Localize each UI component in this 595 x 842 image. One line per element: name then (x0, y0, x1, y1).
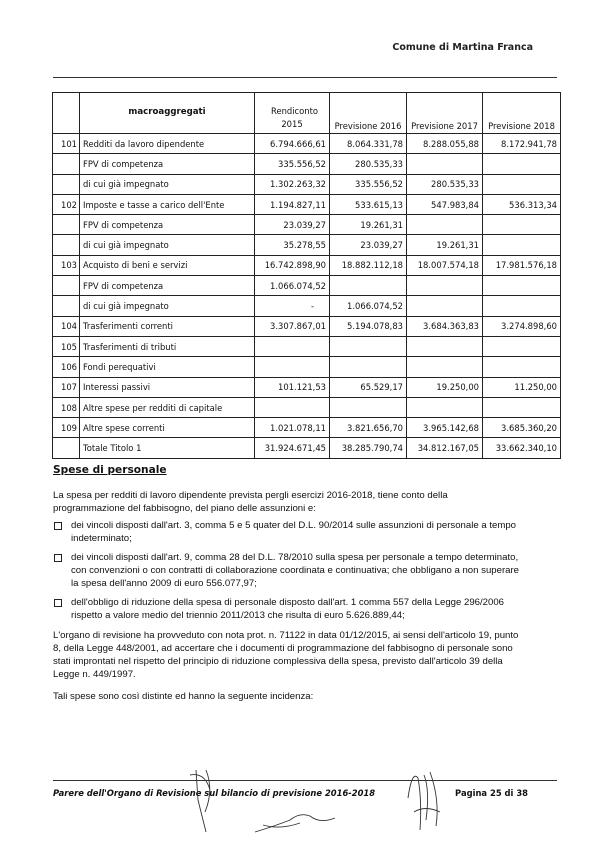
row-previsione-2017-cell (407, 154, 483, 174)
row-previsione-2017-cell (407, 215, 483, 235)
footer-divider (53, 780, 557, 781)
row-previsione-2018-cell (483, 235, 561, 255)
row-description-cell: di cui già impegnato (80, 235, 255, 255)
row-previsione-2018-cell (483, 296, 561, 316)
table-header-row (53, 93, 561, 134)
row-previsione-2016-cell (330, 276, 407, 296)
row-previsione-2016-cell: 335.556,52 (330, 174, 407, 194)
checkbox-bullet-icon (54, 522, 62, 530)
row-previsione-2018-cell: 11.250,00 (483, 377, 561, 397)
row-previsione-2018-cell: 536.313,34 (483, 194, 561, 214)
row-previsione-2018-cell (483, 174, 561, 194)
table-row (53, 357, 561, 377)
row-previsione-2016-cell: 18.882.112,18 (330, 255, 407, 275)
row-description-cell: FPV di competenza (80, 276, 255, 296)
table-row (53, 377, 561, 397)
row-rendiconto-2015-cell: 6.794.666,61 (255, 134, 330, 154)
row-previsione-2016-cell: 533.615,13 (330, 194, 407, 214)
row-previsione-2018-cell (483, 154, 561, 174)
row-previsione-2017-cell: 547.983,84 (407, 194, 483, 214)
checkbox-bullet-icon (54, 599, 62, 607)
table-row (53, 235, 561, 255)
row-code-cell: 106 (53, 357, 80, 377)
table-row (53, 194, 561, 214)
bullet-item (53, 551, 523, 590)
table-row (53, 316, 561, 336)
row-previsione-2017-cell: 280.535,33 (407, 174, 483, 194)
checkbox-bullet-icon (54, 554, 62, 562)
row-previsione-2018-cell (483, 397, 561, 417)
row-code-cell (53, 174, 80, 194)
header-previsione-2017: Previsione 2017 (407, 93, 483, 134)
row-code-cell (53, 154, 80, 174)
row-code-cell: 105 (53, 336, 80, 356)
bullet-item (53, 519, 523, 545)
row-previsione-2017-cell: 34.812.167,05 (407, 438, 483, 458)
row-description-cell: Altre spese correnti (80, 418, 255, 438)
row-previsione-2018-cell: 17.981.576,18 (483, 255, 561, 275)
table-row (53, 215, 561, 235)
table-row (53, 276, 561, 296)
row-previsione-2016-cell: 19.261,31 (330, 215, 407, 235)
row-previsione-2016-cell: 38.285.790,74 (330, 438, 407, 458)
row-code-cell (53, 235, 80, 255)
row-previsione-2017-cell: 19.261,31 (407, 235, 483, 255)
footer-page-number: Pagina 25 di 38 (455, 788, 528, 798)
row-description-cell: Acquisto di beni e servizi (80, 255, 255, 275)
row-code-cell: 103 (53, 255, 80, 275)
document-header-title: Comune di Martina Franca (392, 42, 533, 53)
bullet-text: dell'obbligo di riduzione della spesa di personale disposto dall'art. 1 comma 557 della Legge 296/2006 rispetto a valore medio del triennio 2011/2013 che risulta di euro 5.626.889,44; (71, 597, 505, 621)
row-previsione-2018-cell (483, 336, 561, 356)
row-previsione-2017-cell: 8.288.055,88 (407, 134, 483, 154)
revision-paragraph: L'organo di revisione ha provveduto con nota prot. n. 71122 in data 01/12/2015, ai sensi dell'articolo 19, punto 8, della Legge 448/2001, ad accertare che i documenti di programmazione del fabbisogno di personale sono stati improntati nel rispetto del principio di riduzione complessiva della spesa, previsto dall'articolo 39 della Legge n. 449/1997. (53, 630, 519, 680)
header-rendiconto-2015 (255, 93, 330, 134)
row-previsione-2016-cell: 5.194.078,83 (330, 316, 407, 336)
row-previsione-2018-cell: 3.685.360,20 (483, 418, 561, 438)
row-rendiconto-2015-cell: 31.924.671,45 (255, 438, 330, 458)
row-previsione-2017-cell: 18.007.574,18 (407, 255, 483, 275)
row-previsione-2016-cell (330, 357, 407, 377)
row-previsione-2017-cell: 3.684.363,83 (407, 316, 483, 336)
header-previsione-2018: Previsione 2018 (483, 93, 561, 134)
budget-table (52, 92, 561, 459)
row-previsione-2017-cell (407, 296, 483, 316)
row-description-cell: Totale Titolo 1 (80, 438, 255, 458)
row-code-cell: 101 (53, 134, 80, 154)
row-rendiconto-2015-cell (255, 357, 330, 377)
row-code-cell: 102 (53, 194, 80, 214)
row-previsione-2017-cell (407, 357, 483, 377)
row-rendiconto-2015-cell: 335.556,52 (255, 154, 330, 174)
row-description-cell: Imposte e tasse a carico dell'Ente (80, 194, 255, 214)
table-row (53, 438, 561, 458)
row-description-cell: Trasferimenti correnti (80, 316, 255, 336)
row-rendiconto-2015-cell: 1.066.074,52 (255, 276, 330, 296)
row-previsione-2018-cell (483, 276, 561, 296)
footer-document-title: Parere dell'Organo di Revisione sul bilancio di previsione 2016-2018 (53, 788, 376, 798)
row-description-cell: Altre spese per redditi di capitale (80, 397, 255, 417)
row-rendiconto-2015-cell: 16.742.898,90 (255, 255, 330, 275)
row-previsione-2018-cell: 33.662.340,10 (483, 438, 561, 458)
table-row (53, 336, 561, 356)
row-previsione-2017-cell (407, 397, 483, 417)
closing-sentence: Tali spese sono così distinte ed hanno la seguente incidenza: (53, 691, 314, 702)
row-description-cell: di cui già impegnato (80, 174, 255, 194)
row-code-cell (53, 296, 80, 316)
row-previsione-2017-cell (407, 276, 483, 296)
row-rendiconto-2015-cell: 1.194.827,11 (255, 194, 330, 214)
row-previsione-2016-cell: 65.529,17 (330, 377, 407, 397)
row-code-cell (53, 438, 80, 458)
row-description-cell: FPV di competenza (80, 215, 255, 235)
table-row (53, 174, 561, 194)
row-code-cell: 108 (53, 397, 80, 417)
header-macroaggregati: macroaggregati (80, 93, 255, 134)
table-body (53, 134, 561, 459)
row-description-cell: Trasferimenti di tributi (80, 336, 255, 356)
header-previsione-2016: Previsione 2016 (330, 93, 407, 134)
row-rendiconto-2015-cell: 35.278,55 (255, 235, 330, 255)
row-code-cell: 104 (53, 316, 80, 336)
row-previsione-2018-cell: 3.274.898,60 (483, 316, 561, 336)
bullet-text: dei vincoli disposti dall'art. 3, comma 5 e 5 quater del D.L. 90/2014 sulle assunzioni di personale a tempo indeterminato; (71, 520, 516, 544)
row-previsione-2017-cell (407, 336, 483, 356)
row-rendiconto-2015-cell (255, 397, 330, 417)
row-rendiconto-2015-cell (255, 336, 330, 356)
row-rendiconto-2015-cell: 23.039,27 (255, 215, 330, 235)
row-previsione-2018-cell (483, 357, 561, 377)
row-description-cell: Interessi passivi (80, 377, 255, 397)
row-previsione-2016-cell: 8.064.331,78 (330, 134, 407, 154)
row-rendiconto-2015-cell: 3.307.867,01 (255, 316, 330, 336)
header-code-cell (53, 93, 80, 134)
row-rendiconto-2015-cell: 1.021.078,11 (255, 418, 330, 438)
row-code-cell: 107 (53, 377, 80, 397)
table-row (53, 134, 561, 154)
row-previsione-2016-cell: 23.039,27 (330, 235, 407, 255)
intro-paragraph: La spesa per redditi di lavoro dipendente prevista pergli esercizi 2016-2018, tiene conto della programmazione del fabbisogno, del piano delle assunzioni e: (53, 490, 448, 514)
row-previsione-2016-cell: 1.066.074,52 (330, 296, 407, 316)
section-title: Spese di personale (53, 464, 167, 476)
table-row (53, 397, 561, 417)
row-code-cell: 109 (53, 418, 80, 438)
row-previsione-2018-cell (483, 215, 561, 235)
row-description-cell: Redditi da lavoro dipendente (80, 134, 255, 154)
row-previsione-2016-cell (330, 336, 407, 356)
row-previsione-2018-cell: 8.172.941,78 (483, 134, 561, 154)
header-rendiconto-2015-label: Rendiconto 2015 (271, 106, 318, 129)
row-previsione-2016-cell: 280.535,33 (330, 154, 407, 174)
table-row (53, 418, 561, 438)
table-row (53, 296, 561, 316)
row-previsione-2017-cell: 19.250,00 (407, 377, 483, 397)
row-description-cell: di cui già impegnato (80, 296, 255, 316)
bullet-text: dei vincoli disposti dall'art. 9, comma 28 del D.L. 78/2010 sulla spesa per personale a tempo determinato, con convenzioni o con contratti di collaborazione coordinata e continuativa; che obbligano a non superare la spesa dell'anno 2009 di euro 556.077,97; (71, 552, 520, 589)
header-divider (53, 77, 557, 78)
row-code-cell (53, 215, 80, 235)
row-description-cell: Fondi perequativi (80, 357, 255, 377)
row-description-cell: FPV di competenza (80, 154, 255, 174)
row-previsione-2016-cell: 3.821.656,70 (330, 418, 407, 438)
row-previsione-2017-cell: 3.965.142,68 (407, 418, 483, 438)
row-rendiconto-2015-cell: 1.302.263,32 (255, 174, 330, 194)
bullet-item (53, 596, 523, 622)
table-row (53, 154, 561, 174)
table-row (53, 255, 561, 275)
row-rendiconto-2015-cell: - (255, 296, 330, 316)
row-code-cell (53, 276, 80, 296)
row-rendiconto-2015-cell: 101.121,53 (255, 377, 330, 397)
row-previsione-2016-cell (330, 397, 407, 417)
